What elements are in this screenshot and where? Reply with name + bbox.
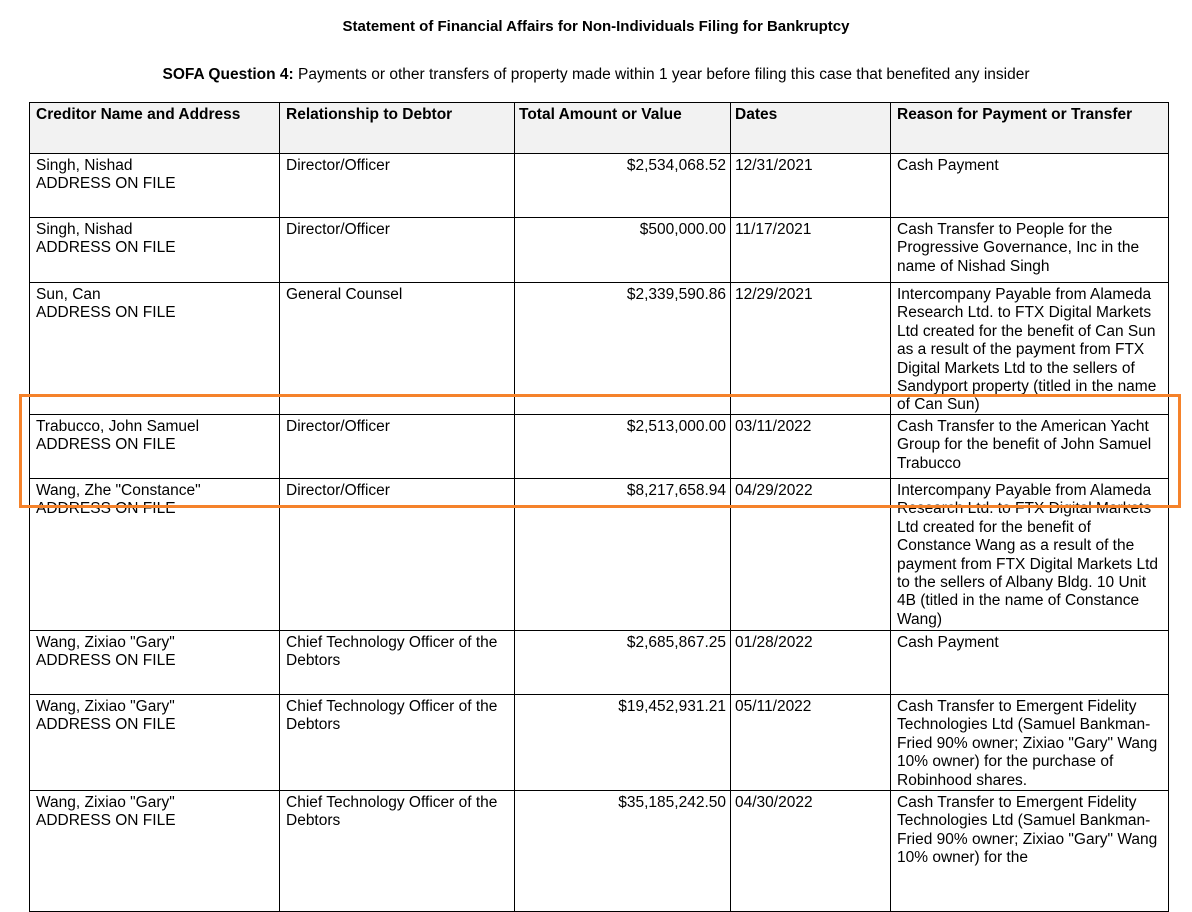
reason-cell: Intercompany Payable from Alameda Research Ltd. to FTX Digital Markets Ltd created for the benefit of Constance Wang as a result of the payment from FTX Digital Markets Ltd to the sellers of Albany Bldg. 10 Unit 4B (titled in the name of Constance Wang) [891, 479, 1169, 630]
header-dates: Dates [731, 103, 891, 153]
table-header [30, 103, 1169, 154]
amount-cell: $500,000.00 [515, 218, 731, 282]
creditor-address: ADDRESS ON FILE [36, 436, 176, 454]
header-relationship: Relationship to Debtor [280, 103, 515, 153]
creditor-name: Wang, Zhe "Constance" [36, 482, 201, 499]
relationship-cell: Director/Officer [280, 479, 515, 630]
reason-cell: Cash Payment [891, 631, 1169, 694]
creditor-address: ADDRESS ON FILE [36, 652, 176, 670]
date-cell: 12/29/2021 [731, 283, 891, 414]
date-cell: 11/17/2021 [731, 218, 891, 282]
header-reason: Reason for Payment or Transfer [891, 103, 1169, 153]
relationship-cell: Chief Technology Officer of the Debtors [280, 631, 515, 694]
document-title: Statement of Financial Affairs for Non-Individuals Filing for Bankruptcy [342, 18, 850, 35]
table-row [30, 631, 1169, 695]
creditor-cell [30, 479, 280, 630]
date-cell: 03/11/2022 [731, 415, 891, 478]
table-row [30, 791, 1169, 912]
creditor-cell [30, 218, 280, 282]
date-cell: 04/30/2022 [731, 791, 891, 911]
insider-payments-table [29, 102, 1169, 912]
creditor-name: Trabucco, John Samuel [36, 418, 200, 435]
amount-cell: $2,513,000.00 [515, 415, 731, 478]
creditor-address: ADDRESS ON FILE [36, 239, 176, 257]
table-row [30, 218, 1169, 283]
creditor-address: ADDRESS ON FILE [36, 175, 176, 193]
amount-cell: $19,452,931.21 [515, 695, 731, 790]
creditor-name: Wang, Zixiao "Gary" [36, 698, 175, 715]
amount-cell: $8,217,658.94 [515, 479, 731, 630]
reason-cell: Cash Transfer to Emergent Fidelity Technologies Ltd (Samuel Bankman-Fried 90% owner; Zixiao "Gary" Wang 10% owner) for the [891, 791, 1169, 911]
table-row [30, 695, 1169, 791]
creditor-address: ADDRESS ON FILE [36, 716, 176, 734]
creditor-cell [30, 154, 280, 217]
creditor-cell [30, 631, 280, 694]
date-cell: 04/29/2022 [731, 479, 891, 630]
date-cell: 05/11/2022 [731, 695, 891, 790]
date-cell: 12/31/2021 [731, 154, 891, 217]
creditor-address: ADDRESS ON FILE [36, 812, 176, 830]
sofa-question [0, 66, 1192, 84]
creditor-name: Wang, Zixiao "Gary" [36, 794, 175, 811]
reason-cell: Cash Transfer to the American Yacht Group for the benefit of John Samuel Trabucco [891, 415, 1169, 478]
header-amount: Total Amount or Value [515, 103, 731, 153]
relationship-cell: Chief Technology Officer of the Debtors [280, 695, 515, 790]
table-row [30, 479, 1169, 631]
amount-cell: $2,339,590.86 [515, 283, 731, 414]
creditor-address: ADDRESS ON FILE [36, 500, 176, 518]
reason-cell: Cash Transfer to Emergent Fidelity Technologies Ltd (Samuel Bankman-Fried 90% owner; Zixiao "Gary" Wang 10% owner) for the purchase of Robinhood shares. [891, 695, 1169, 790]
creditor-cell [30, 415, 280, 478]
creditor-address: ADDRESS ON FILE [36, 304, 176, 322]
creditor-cell [30, 791, 280, 911]
table-row [30, 283, 1169, 415]
creditor-name: Singh, Nishad [36, 221, 133, 238]
question-text: Payments or other transfers of property made within 1 year before filing this case that benefited any insider [293, 66, 1030, 83]
creditor-name: Sun, Can [36, 286, 101, 303]
creditor-cell [30, 695, 280, 790]
relationship-cell: Director/Officer [280, 415, 515, 478]
table-row [30, 154, 1169, 218]
reason-cell: Cash Payment [891, 154, 1169, 217]
relationship-cell: General Counsel [280, 283, 515, 414]
relationship-cell: Director/Officer [280, 218, 515, 282]
amount-cell: $35,185,242.50 [515, 791, 731, 911]
creditor-name: Singh, Nishad [36, 157, 133, 174]
amount-cell: $2,534,068.52 [515, 154, 731, 217]
header-creditor: Creditor Name and Address [30, 103, 280, 153]
creditor-cell [30, 283, 280, 414]
date-cell: 01/28/2022 [731, 631, 891, 694]
table-row [30, 415, 1169, 479]
question-label: SOFA Question 4: [162, 66, 294, 83]
reason-cell: Intercompany Payable from Alameda Research Ltd. to FTX Digital Markets Ltd created for the benefit of Can Sun as a result of the payment from FTX Digital Markets Ltd to the sellers of Sandyport property (titled in the name of Can Sun) [891, 283, 1169, 414]
reason-cell: Cash Transfer to People for the Progressive Governance, Inc in the name of Nishad Singh [891, 218, 1169, 282]
relationship-cell: Chief Technology Officer of the Debtors [280, 791, 515, 911]
amount-cell: $2,685,867.25 [515, 631, 731, 694]
creditor-name: Wang, Zixiao "Gary" [36, 634, 175, 651]
relationship-cell: Director/Officer [280, 154, 515, 217]
